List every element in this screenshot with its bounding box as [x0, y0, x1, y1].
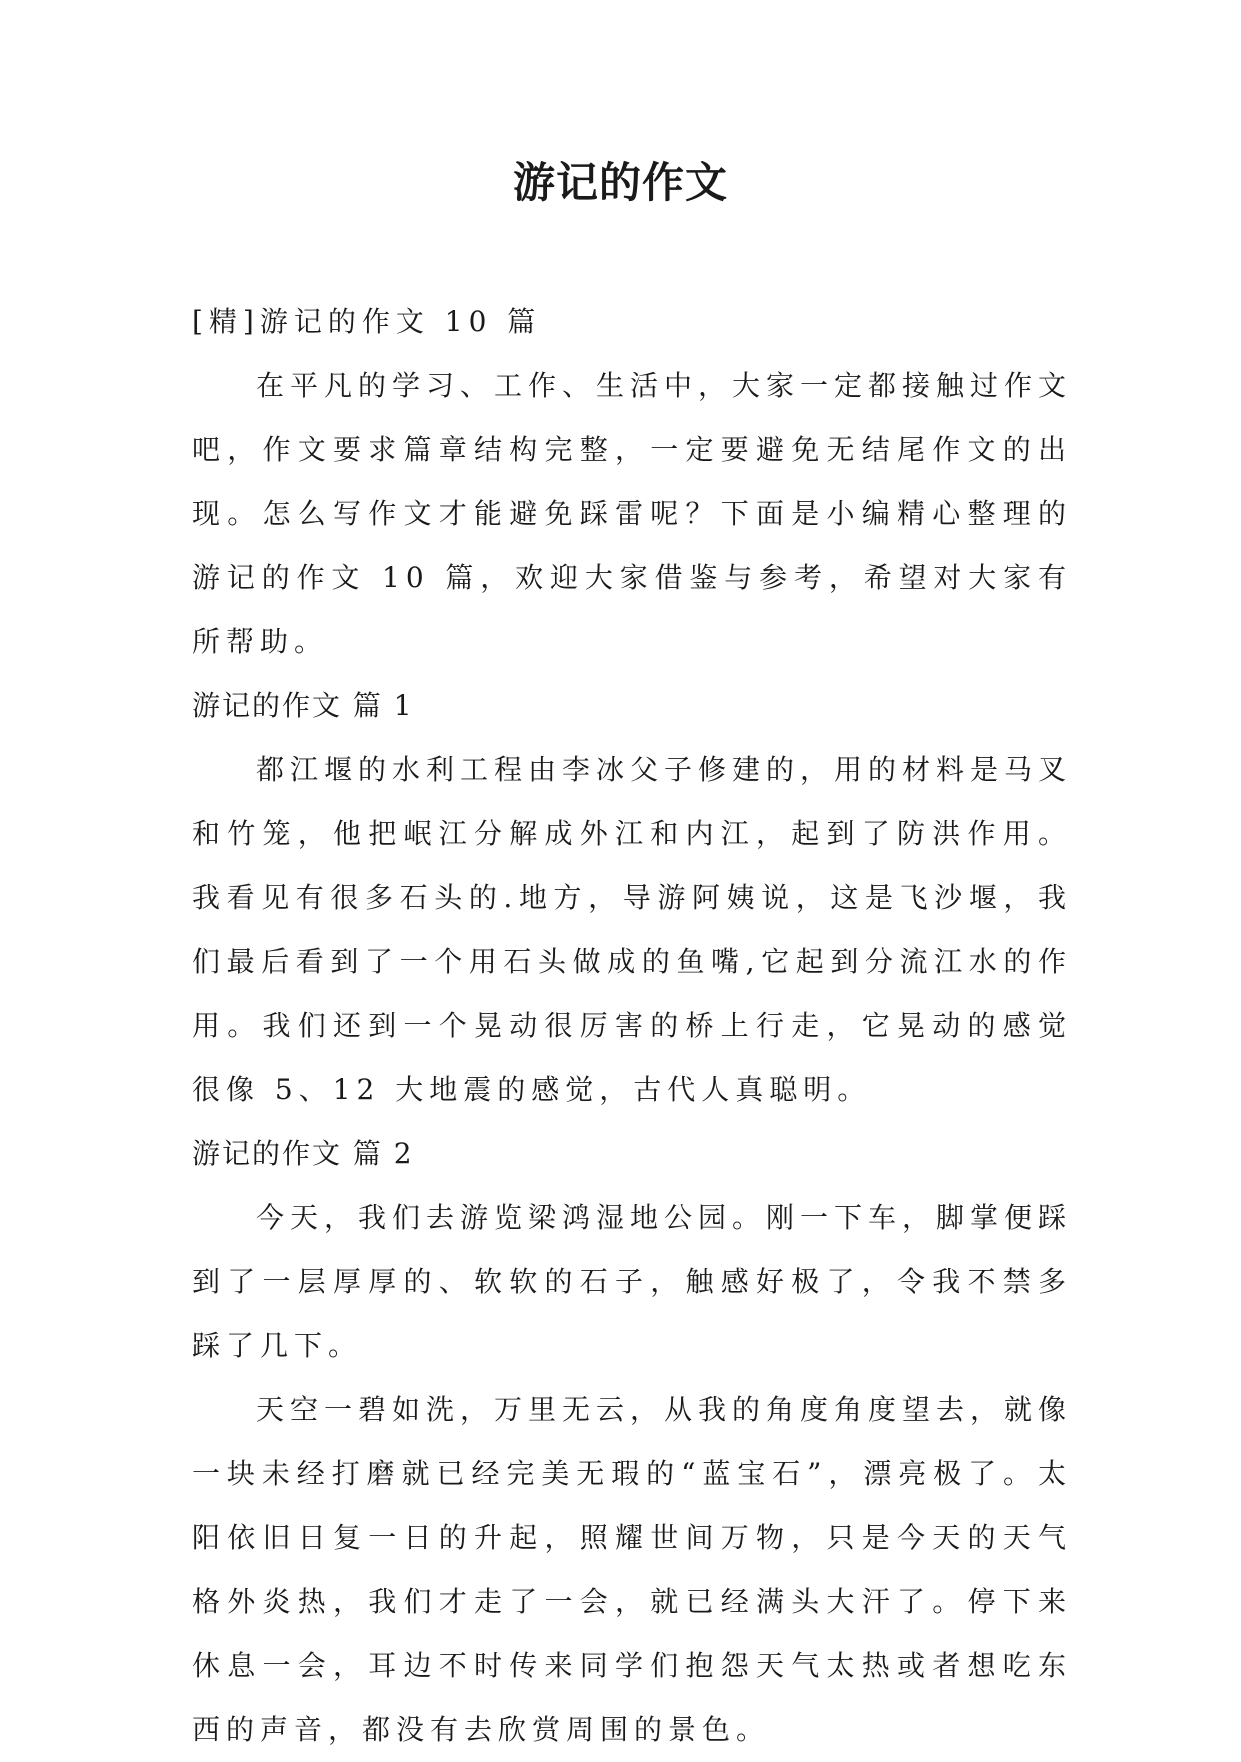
document-body [192, 290, 1072, 1762]
section-heading-1: 游记的作文 篇 1 [192, 689, 414, 722]
section-heading-2: 游记的作文 篇 2 [192, 1137, 414, 1170]
document-title: 游记的作文 [512, 158, 728, 207]
section-2-paragraph-2: 天空一碧如洗，万里无云，从我的角度角度望去，就像一块未经打磨就已经完美无瑕的“蓝宝石”，漂亮极了。太阳依旧日复一日的升起，照耀世间万物，只是今天的天气格外炎热，我们才走了一会，就已经满头大汗了。停下来休息一会，耳边不时传来同学们抱怨天气太热或者想吃东西的声音，都没有去欣赏周围的景色。 [192, 1393, 1073, 1746]
document-subtitle: [精]游记的作文 10 篇 [192, 305, 542, 338]
section-2-paragraph-1: 今天，我们去游览梁鸿湿地公园。刚一下车，脚掌便踩到了一层厚厚的、软软的石子，触感好极了，令我不禁多踩了几下。 [192, 1201, 1073, 1362]
section-1-paragraph-1: 都江堰的水利工程由李冰父子修建的，用的材料是马叉和竹笼，他把岷江分解成外江和内江，起到了防洪作用。我看见有很多石头的.地方，导游阿姨说，这是飞沙堰，我们最后看到了一个用石头做成的鱼嘴,它起到分流江水的作用。我们还到一个晃动很厉害的桥上行走，它晃动的感觉很像 5、12 大地震的感觉，古代人真聪明。 [192, 753, 1073, 1106]
intro-paragraph: 在平凡的学习、工作、生活中，大家一定都接触过作文吧，作文要求篇章结构完整，一定要避免无结尾作文的出现。怎么写作文才能避免踩雷呢？下面是小编精心整理的游记的作文 10 篇，欢迎大家借鉴与参考，希望对大家有所帮助。 [192, 369, 1073, 658]
